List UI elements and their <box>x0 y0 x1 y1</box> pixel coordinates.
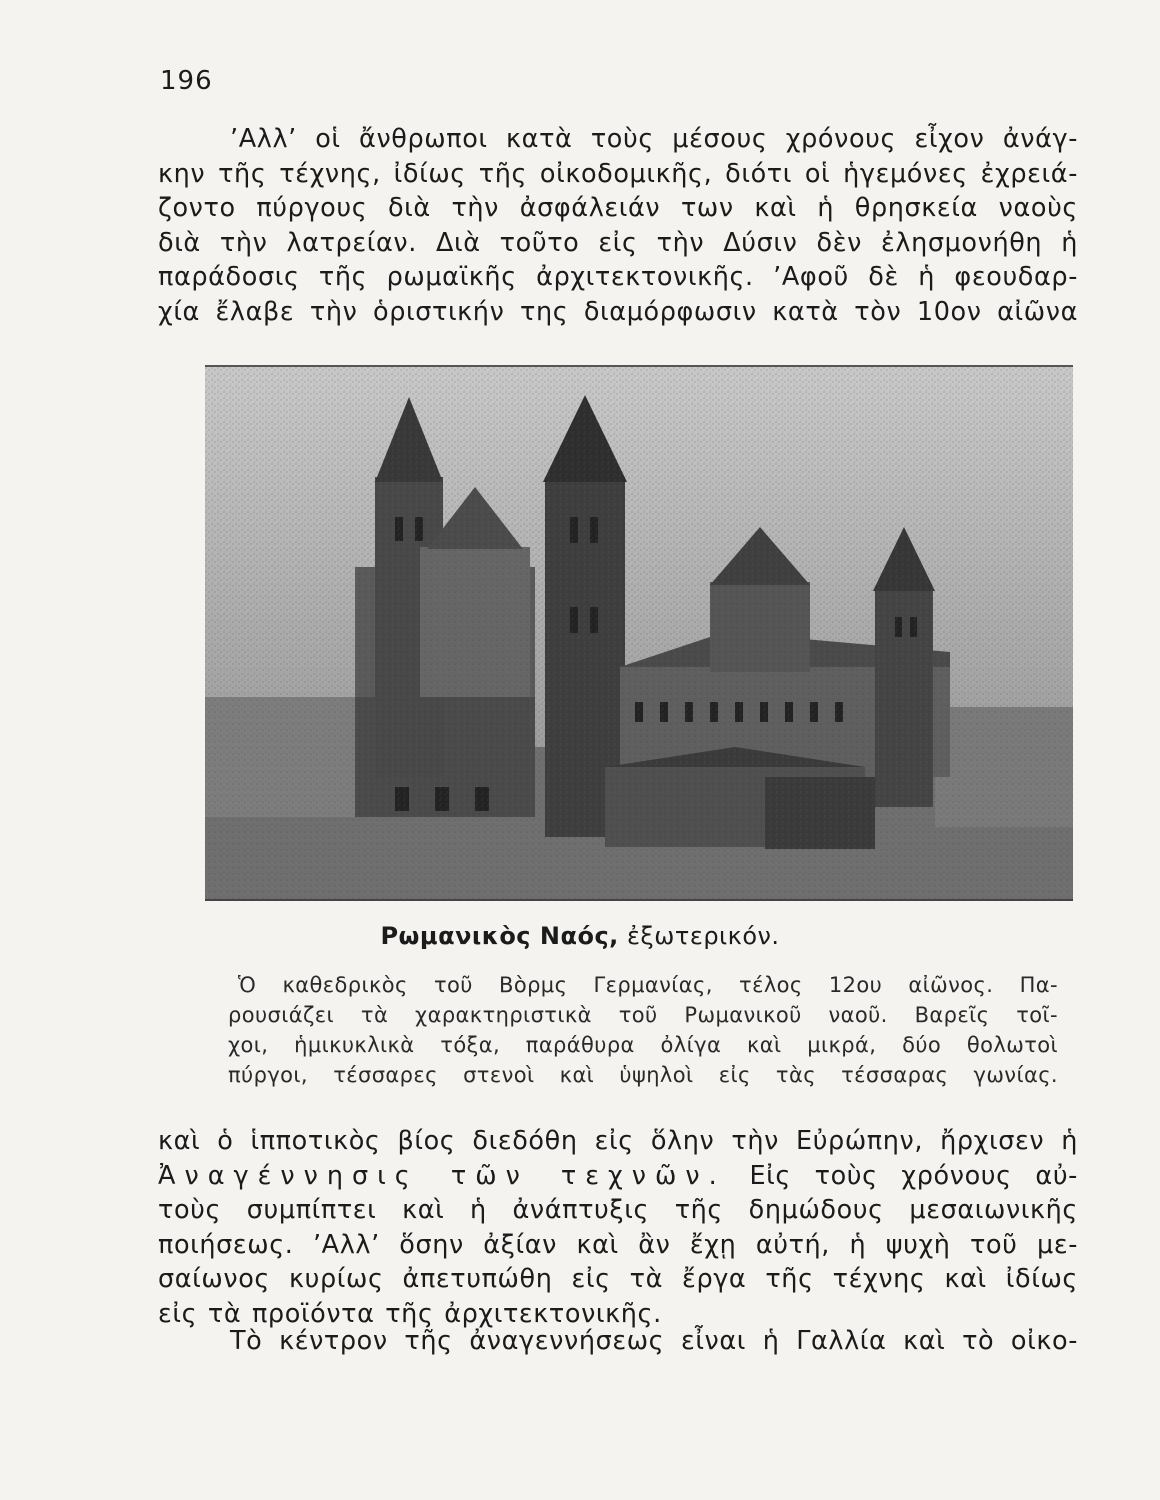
text-line: παράδοσις τῆς ρωμαϊκῆς ἀρχιτεκτονικῆς. ’Αφοῦ δὲ ἡ φεουδαρ- <box>158 262 1078 292</box>
text-line <box>158 1159 1078 1194</box>
caption-line: Ὁ καθεδρικὸς τοῦ Βὸρμς Γερμανίας, τέλος 12ου αἰῶνος. Πα- <box>238 973 1058 997</box>
caption-line: ρουσιάζει τὰ χαρακτηριστικὰ τοῦ Ρωμανικοῦ ναοῦ. Βαρεῖς τοῖ- <box>228 1003 1058 1027</box>
figure-caption-title <box>0 922 1160 950</box>
cathedral-illustration <box>205 367 1073 899</box>
figure-caption-body <box>228 970 1058 1090</box>
paragraph-bottom <box>158 1324 1078 1359</box>
caption-title-bold: Ρωμανικὸς Ναός, <box>380 922 619 950</box>
paragraph-middle <box>158 1124 1078 1331</box>
spaced-emphasis: Ἀναγέννησις τῶν τεχνῶν. <box>158 1160 726 1191</box>
caption-title-rest: ἐξωτερικόν. <box>626 922 780 950</box>
paragraph-top <box>158 122 1078 329</box>
text-line: σαίωνος κυρίως ἀπετυπώθη εἰς τὰ ἔργα τῆς τέχνης καὶ ἰδίως <box>158 1264 1078 1294</box>
text-line: Τὸ κέντρον τῆς ἀναγεννήσεως εἶναι ἡ Γαλλία καὶ τὸ οἰκο- <box>230 1326 1078 1356</box>
romanesque-cathedral-photo <box>205 365 1073 901</box>
text-line: ’Αλλ’ οἱ ἄνθρωποι κατὰ τοὺς μέσους χρόνους εἶχον ἀνάγ- <box>230 124 1078 154</box>
caption-line: χοι, ἡμικυκλικὰ τόξα, παράθυρα ὀλίγα καὶ μικρά, δύο θολωτοὶ <box>228 1033 1058 1057</box>
text-line: καὶ ὁ ἱπποτικὸς βίος διεδόθη εἰς ὅλην τὴν Εὐρώπην, ἤρχισεν ἡ <box>158 1126 1078 1156</box>
text-line: ζοντο πύργους διὰ τὴν ἀσφάλειάν των καὶ ἡ θρησκεία ναοὺς <box>158 193 1078 223</box>
page-number: 196 <box>160 66 213 96</box>
text-line: ποιήσεως. ’Αλλ’ ὅσην ἀξίαν καὶ ἂν ἔχῃ αὐτή, ἡ ψυχὴ τοῦ με- <box>158 1229 1078 1260</box>
text-line: τοὺς συμπίπτει καὶ ἡ ἀνάπτυξις τῆς δημώδους μεσαιωνικῆς <box>158 1195 1078 1225</box>
text-line: εἰς τὰ προϊόντα τῆς ἀρχιτεκτονικῆς. <box>158 1298 662 1329</box>
text-line: χία ἔλαβε τὴν ὁριστικήν της διαμόρφωσιν κατὰ τὸν 10ον αἰῶνα <box>158 296 1078 327</box>
caption-line: πύργοι, τέσσαρες στενοὶ καὶ ὑψηλοὶ εἰς τὰς τέσσαρας γωνίας. <box>228 1063 1058 1087</box>
text-line: κην τῆς τέχνης, ἰδίως τῆς οἰκοδομικῆς, διότι οἱ ἡγεμόνες ἐχρειά- <box>158 158 1078 189</box>
text-line: διὰ τὴν λατρείαν. Διὰ τοῦτο εἰς τὴν Δύσιν δὲν ἐλησμονήθη ἡ <box>158 227 1078 258</box>
text-fragment: Εἰς τοὺς χρόνους αὐ- <box>749 1160 1078 1191</box>
